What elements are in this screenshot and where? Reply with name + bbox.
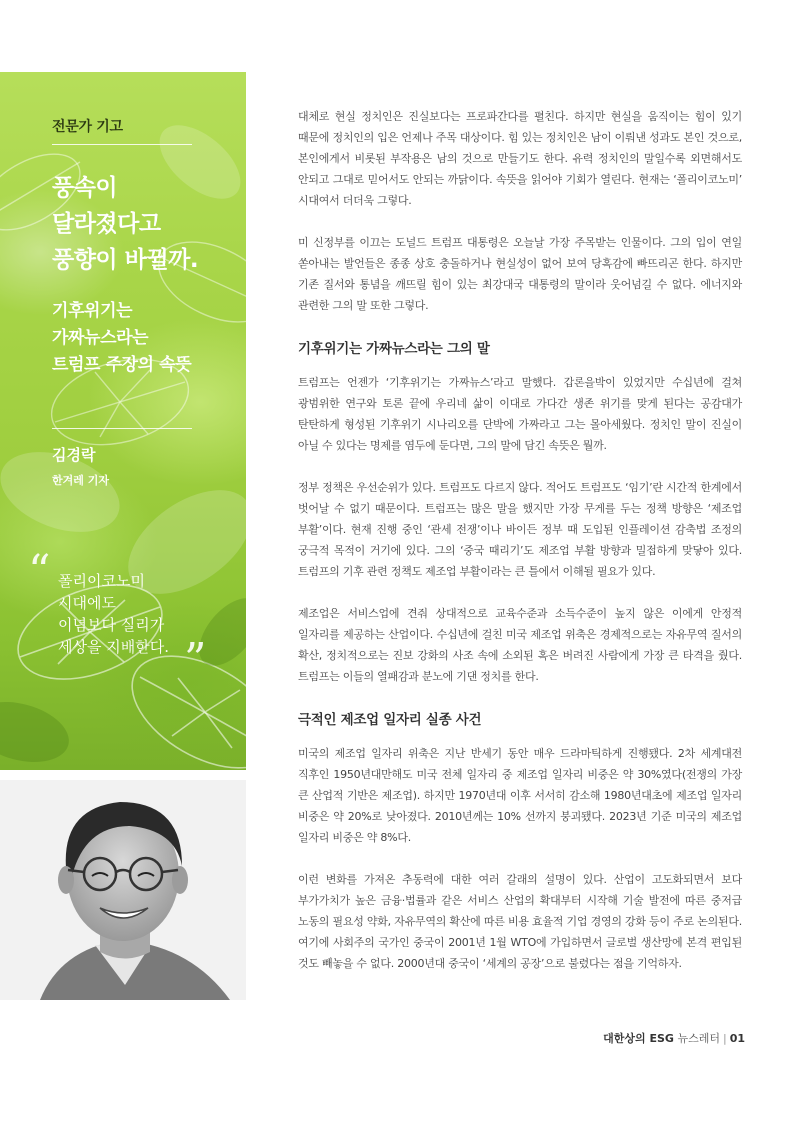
open-quote-icon: “ bbox=[28, 546, 51, 597]
page-number: 01 bbox=[729, 1032, 745, 1045]
headline-line: 풍속이 bbox=[52, 175, 118, 201]
subheadline-line: 트럼프 주장의 속뜻 bbox=[52, 355, 192, 375]
pull-quote-line: 이념보다 실리가 bbox=[58, 616, 165, 634]
article-paragraph: 이런 변화를 가져온 추동력에 대한 여러 갈래의 설명이 있다. 산업이 고도화되면서 보다 부가가치가 높은 금융·법률과 같은 서비스 산업의 확대부터 시작해 기술 발전에 따른 중저급 노동의 필요성 약화, 자유무역의 확산에 따른 비용 효율적 기업 경영의 강화 등이 주로 논의된다. 여기에 사회주의 국가인 중국이 2001년 1월 WTO에 가입하면서 글로벌 생산망에 본격 편입된 것도 빼놓을 수 없다. 2000년대 중국이 ‘세계의 공장’으로 불렸다는 점을 기억하자. bbox=[298, 873, 742, 970]
subheadline-line: 기후위기는 bbox=[52, 301, 133, 321]
pull-quote-line: 세상을 지배한다. bbox=[58, 638, 169, 656]
divider bbox=[52, 144, 192, 145]
close-quote-icon: ” bbox=[184, 634, 207, 685]
headline-line: 풍향이 바뀔까. bbox=[52, 247, 199, 273]
pull-quote-line: 폴리이코노미 bbox=[58, 572, 145, 590]
author-role: 한겨레 기자 bbox=[52, 474, 109, 487]
article-paragraph: 대체로 현실 정치인은 진실보다는 프로파간다를 펼친다. 하지만 현실을 움직이는 힘이 있기 때문에 정치인의 입은 언제나 주목 대상이다. 힘 있는 정치인은 남이 이뤄낸 성과도 본인 것으로, 본인에게서 비롯된 부작용은 남의 것으로 만들기도 한다. 유력 정치인의 말일수록 외면해서도 안되고 그대로 믿어서도 안되는 까닭이다. 속뜻을 읽어야 기회가 열린다. 현재는 ‘폴리이코노미’ 시대여서 더더욱 그렇다. bbox=[298, 110, 742, 207]
divider bbox=[52, 428, 192, 429]
headline-line: 달라졌다고 bbox=[52, 211, 161, 237]
footer-newsletter: 뉴스레터 bbox=[677, 1032, 720, 1045]
article-paragraph: 정부 정책은 우선순위가 있다. 트럼프도 다르지 않다. 적어도 트럼프도 ‘임기’란 시간적 한계에서 벗어날 수 없기 때문이다. 트럼프는 많은 말을 했지만 가장 무게를 두는 정책 방향은 ‘제조업 부활’이다. 현재 진행 중인 ‘관세 전쟁’이나 바이든 정부 때 도입된 인플레이션 감축법 조정의 궁극적 목적이 거기에 있다. 그의 ‘중국 때리기’도 제조업 부활 방향과 밀접하게 맞닿아 있다. 트럼프의 기후 관련 정책도 제조업 부활이라는 큰 틀에서 이해될 필요가 있다. bbox=[298, 481, 742, 578]
author-portrait bbox=[0, 780, 246, 1000]
subheadline-line: 가짜뉴스라는 bbox=[52, 328, 149, 348]
article-paragraph: 트럼프는 언젠가 ‘기후위기는 가짜뉴스’라고 말했다. 갑론을박이 있었지만 수십년에 걸쳐 광범위한 연구와 토론 끝에 우리네 삶이 이대로 가다간 생존 위기를 맞게 된다는 공감대가 탄탄하게 형성된 기후위기 시나리오를 단박에 가짜라고 그는 몰아세웠다. 정치인 말이 진실이 아닐 수 있다는 명제를 염두에 둔다면, 그의 말에 담긴 속뜻은 뭘까. bbox=[298, 376, 742, 452]
pull-quote-line: 시대에도 bbox=[58, 594, 116, 612]
footer-separator: | bbox=[722, 1032, 727, 1045]
article-body bbox=[298, 106, 742, 995]
section-label: 전문가 기고 bbox=[52, 119, 123, 135]
author-name: 김경락 bbox=[52, 446, 96, 464]
article-paragraph: 제조업은 서비스업에 견줘 상대적으로 교육수준과 소득수준이 높지 않은 이에게 안정적 일자리를 제공하는 산업이다. 수십년에 걸친 미국 제조업 위축은 경제적으로는 자유무역 질서의 확산, 정치적으로는 진보 강화의 사조 속에 소외된 혹은 버려진 사람에게 가장 큰 타격을 줬다. 트럼프는 이들의 열패감과 분노에 기댄 정치를 한다. bbox=[298, 607, 742, 683]
article-paragraph: 미국의 제조업 일자리 위축은 지난 반세기 동안 매우 드라마틱하게 진행됐다. 2차 세계대전 직후인 1950년대만해도 미국 전체 일자리 중 제조업 일자리 비중은 약 30%였다(전쟁의 가장 큰 산업적 기반은 제조업). 하지만 1970년대 이후 서서히 감소해 1980년대초에 제조업 일자리 비중은 약 20%로 낮아졌다. 2010년께는 10% 선까지 붕괴됐다. 2023년 기준 미국의 제조업 일자리 비중은 약 8%다. bbox=[298, 747, 742, 844]
headline bbox=[52, 170, 198, 278]
article-paragraph: 미 신정부를 이끄는 도널드 트럼프 대통령은 오늘날 가장 주목받는 인물이다. 그의 입이 연일 쏟아내는 발언들은 종종 상호 충돌하거나 현실성이 없어 보여 당혹감에 빠뜨리곤 한다. 하지만 기존 질서와 통념을 깨뜨릴 힘이 있는 최강대국 대통령의 말이라 웃어넘길 수 없다. 에너지와 관련한 그의 말 또한 그렇다. bbox=[298, 236, 742, 312]
page-footer bbox=[603, 1030, 745, 1046]
pull-quote bbox=[58, 570, 169, 658]
footer-publication: 대한상의 ESG bbox=[603, 1032, 674, 1045]
author-photo-illustration bbox=[0, 780, 246, 1000]
subheadline bbox=[52, 298, 191, 379]
sidebar-panel bbox=[0, 72, 246, 770]
section-heading: 기후위기는 가짜뉴스라는 그의 말 bbox=[298, 341, 490, 357]
section-heading: 극적인 제조업 일자리 실종 사건 bbox=[298, 712, 482, 728]
